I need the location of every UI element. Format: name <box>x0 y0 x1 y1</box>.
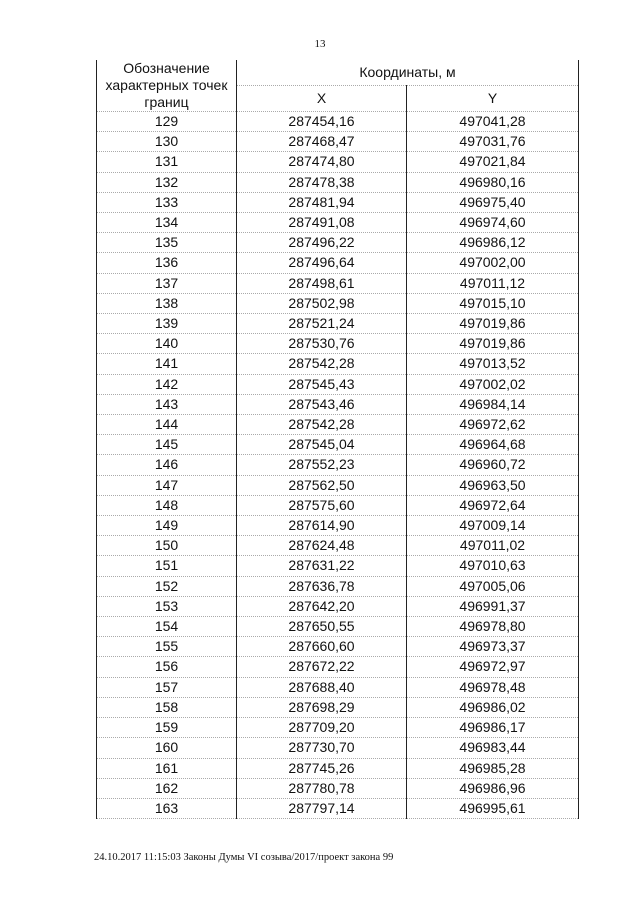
x-cell: 287797,14 <box>237 798 407 818</box>
point-cell: 146 <box>97 455 237 475</box>
y-cell: 496975,40 <box>407 192 579 212</box>
point-cell: 145 <box>97 435 237 455</box>
table-row <box>97 475 579 495</box>
y-cell: 497013,52 <box>407 354 579 374</box>
x-cell: 287614,90 <box>237 516 407 536</box>
point-cell: 132 <box>97 172 237 192</box>
table-row <box>97 516 579 536</box>
table-row <box>97 536 579 556</box>
point-cell: 142 <box>97 374 237 394</box>
y-cell: 496995,61 <box>407 798 579 818</box>
y-cell: 496964,68 <box>407 435 579 455</box>
x-cell: 287454,16 <box>237 112 407 132</box>
x-cell: 287562,50 <box>237 475 407 495</box>
x-cell: 287543,46 <box>237 394 407 414</box>
point-cell: 156 <box>97 657 237 677</box>
y-cell: 497015,10 <box>407 293 579 313</box>
table-row <box>97 314 579 334</box>
table-row <box>97 172 579 192</box>
table-row <box>97 617 579 637</box>
y-cell: 496972,97 <box>407 657 579 677</box>
point-cell: 134 <box>97 213 237 233</box>
y-cell: 496986,96 <box>407 778 579 798</box>
y-cell: 496972,62 <box>407 415 579 435</box>
table-row <box>97 415 579 435</box>
point-cell: 143 <box>97 394 237 414</box>
x-cell: 287474,80 <box>237 152 407 172</box>
point-cell: 144 <box>97 415 237 435</box>
y-cell: 497010,63 <box>407 556 579 576</box>
table-row <box>97 778 579 798</box>
x-cell: 287545,04 <box>237 435 407 455</box>
y-cell: 496983,44 <box>407 738 579 758</box>
table-row <box>97 718 579 738</box>
table-row <box>97 677 579 697</box>
y-cell: 497019,86 <box>407 314 579 334</box>
y-cell: 496986,12 <box>407 233 579 253</box>
y-cell: 496978,80 <box>407 617 579 637</box>
y-cell: 497011,02 <box>407 536 579 556</box>
table-body <box>97 112 579 819</box>
x-cell: 287709,20 <box>237 718 407 738</box>
table-row <box>97 132 579 152</box>
table-row <box>97 293 579 313</box>
x-cell: 287468,47 <box>237 132 407 152</box>
point-cell: 130 <box>97 132 237 152</box>
point-cell: 140 <box>97 334 237 354</box>
footer-stamp: 24.10.2017 11:15:03 Законы Думы VI созыва/2017/проект закона 99 <box>94 852 394 863</box>
y-cell: 497021,84 <box>407 152 579 172</box>
y-cell: 497002,02 <box>407 374 579 394</box>
x-cell: 287498,61 <box>237 273 407 293</box>
point-cell: 137 <box>97 273 237 293</box>
x-cell: 287502,98 <box>237 293 407 313</box>
table-row <box>97 334 579 354</box>
table-row <box>97 112 579 132</box>
table-row <box>97 455 579 475</box>
point-cell: 148 <box>97 495 237 515</box>
x-cell: 287496,22 <box>237 233 407 253</box>
point-cell: 149 <box>97 516 237 536</box>
point-cell: 159 <box>97 718 237 738</box>
point-cell: 150 <box>97 536 237 556</box>
x-cell: 287631,22 <box>237 556 407 576</box>
point-cell: 162 <box>97 778 237 798</box>
coordinates-table <box>96 60 579 819</box>
y-cell: 497002,00 <box>407 253 579 273</box>
x-cell: 287478,38 <box>237 172 407 192</box>
table-row <box>97 495 579 515</box>
x-cell: 287521,24 <box>237 314 407 334</box>
x-cell: 287530,76 <box>237 334 407 354</box>
table-row <box>97 556 579 576</box>
y-cell: 497011,12 <box>407 273 579 293</box>
x-cell: 287660,60 <box>237 637 407 657</box>
x-cell: 287575,60 <box>237 495 407 515</box>
point-cell: 133 <box>97 192 237 212</box>
y-cell: 496960,72 <box>407 455 579 475</box>
page-number: 13 <box>314 38 326 50</box>
header-coordinates: Координаты, м <box>237 60 579 85</box>
point-cell: 163 <box>97 798 237 818</box>
y-cell: 496980,16 <box>407 172 579 192</box>
y-cell: 497009,14 <box>407 516 579 536</box>
point-cell: 135 <box>97 233 237 253</box>
table-row <box>97 394 579 414</box>
table-row <box>97 213 579 233</box>
x-cell: 287698,29 <box>237 697 407 717</box>
point-cell: 157 <box>97 677 237 697</box>
x-cell: 287642,20 <box>237 596 407 616</box>
table-row <box>97 253 579 273</box>
x-cell: 287624,48 <box>237 536 407 556</box>
x-cell: 287545,43 <box>237 374 407 394</box>
table-row <box>97 758 579 778</box>
point-cell: 138 <box>97 293 237 313</box>
y-cell: 497031,76 <box>407 132 579 152</box>
y-cell: 496984,14 <box>407 394 579 414</box>
x-cell: 287542,28 <box>237 415 407 435</box>
table-row <box>97 798 579 818</box>
y-cell: 496978,48 <box>407 677 579 697</box>
table-row <box>97 738 579 758</box>
y-cell: 496985,28 <box>407 758 579 778</box>
point-cell: 153 <box>97 596 237 616</box>
point-cell: 136 <box>97 253 237 273</box>
point-cell: 141 <box>97 354 237 374</box>
table-row <box>97 233 579 253</box>
table-row <box>97 657 579 677</box>
point-cell: 151 <box>97 556 237 576</box>
y-cell: 497041,28 <box>407 112 579 132</box>
x-cell: 287780,78 <box>237 778 407 798</box>
table-row <box>97 354 579 374</box>
header-x: X <box>237 85 407 111</box>
x-cell: 287745,26 <box>237 758 407 778</box>
x-cell: 287650,55 <box>237 617 407 637</box>
x-cell: 287636,78 <box>237 576 407 596</box>
y-cell: 496991,37 <box>407 596 579 616</box>
y-cell: 496986,17 <box>407 718 579 738</box>
y-cell: 497005,06 <box>407 576 579 596</box>
table-row <box>97 637 579 657</box>
point-cell: 155 <box>97 637 237 657</box>
table-row <box>97 576 579 596</box>
table-row <box>97 374 579 394</box>
point-cell: 139 <box>97 314 237 334</box>
point-cell: 129 <box>97 112 237 132</box>
x-cell: 287481,94 <box>237 192 407 212</box>
x-cell: 287552,23 <box>237 455 407 475</box>
y-cell: 496974,60 <box>407 213 579 233</box>
x-cell: 287688,40 <box>237 677 407 697</box>
table-row <box>97 697 579 717</box>
y-cell: 496972,64 <box>407 495 579 515</box>
header-y: Y <box>407 85 579 111</box>
x-cell: 287496,64 <box>237 253 407 273</box>
table-row <box>97 273 579 293</box>
x-cell: 287730,70 <box>237 738 407 758</box>
table-row <box>97 192 579 212</box>
y-cell: 497019,86 <box>407 334 579 354</box>
point-cell: 161 <box>97 758 237 778</box>
header-point-designation: Обозначение характерных точек границ <box>97 60 237 112</box>
x-cell: 287672,22 <box>237 657 407 677</box>
x-cell: 287491,08 <box>237 213 407 233</box>
point-cell: 147 <box>97 475 237 495</box>
table-row <box>97 152 579 172</box>
point-cell: 152 <box>97 576 237 596</box>
y-cell: 496963,50 <box>407 475 579 495</box>
table-row <box>97 596 579 616</box>
table-row <box>97 435 579 455</box>
point-cell: 154 <box>97 617 237 637</box>
point-cell: 160 <box>97 738 237 758</box>
y-cell: 496973,37 <box>407 637 579 657</box>
point-cell: 158 <box>97 697 237 717</box>
x-cell: 287542,28 <box>237 354 407 374</box>
y-cell: 496986,02 <box>407 697 579 717</box>
point-cell: 131 <box>97 152 237 172</box>
